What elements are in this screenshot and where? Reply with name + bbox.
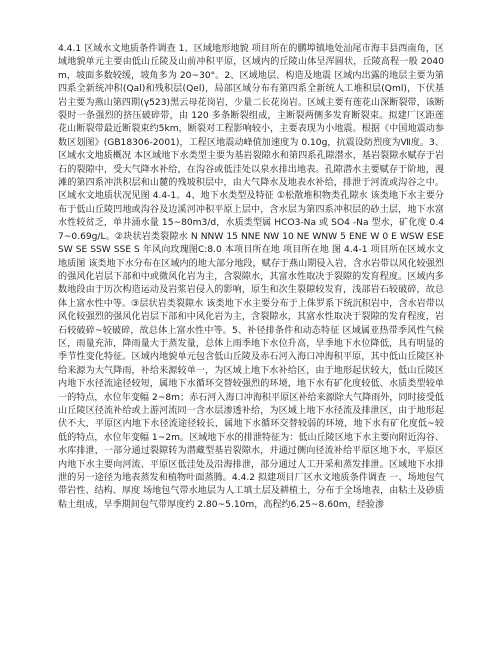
body-text [58,43,444,613]
paragraph: 4.4.1 区域水文地质条件调查 1、区域地形地貌 项目所在的鹏埠镇地处汕尾市海丰县西南角，区域地貌单元主要由低山丘陵及山前冲积平原，区域内的丘陵山体呈浑圆状，丘陵高程一般 2040m，坡面多数较缓，坡角多为 20~30°。2、区域地层、构造及地震 区域内出露的地层主要为第四系全新统冲积(Qal)和残积层(Qel)，局部区域分布有第四系全新统人工堆积层(Qml)，下伏基岩主要为燕山第四期(γ523)黑云母花岗岩，少量二长花岗岩。区域主要有莲花山深断裂带，该断裂时一条强烈的挤压破碎带，由 120 多条断裂组成，主断裂两侧多发育断裂束。拟建厂区距莲花山断裂带最近断裂束约5km，断裂对工程影响较小，主要表现为小地震。根据《中国地震动参数区划图》(GB18306-2001)，工程区地震动峰值加速度为 0.10g，抗震设防烈度为Ⅶ度。3、区域水文地质概况 本区域地下水类型主要为基岩裂隙水和第四系孔隙潜水，基岩裂隙水赋存于岩石的裂隙中，受大气降水补给，在沟谷或低洼处以泉水排出地表。孔隙潜水主要赋存于阶地，漫滩的第四系冲洪积层和山麓的残坡积层中，由大气降水及地表水补给，排泄于河流或沟谷之中。区域水文地质状况见图 4.4-1。4、地下水类型及特征 ①松散堆积物类孔隙水 该类地下水主要分布于低山丘陵凹地或沟谷及边溪河冲积平原上层中，含水层为第四系冲积层的砂土层，地下水富水性较贫乏，单井涌水量 15~80m3/d，水质类型属 HCO3-Na 或 SO4 -Na 型水，矿化度 0.47~0.69g/L。②块状岩类裂隙水 N NNW 15 NNE NW 10 NE WNW 5 ENE W 0 E WSW ESE SW SE SSW SSE S 年风向玫瑰图C:8.0 本项目所在地 项目所在地 图 4.4-1 项目所在区域水文地质图 该类地下水分布在区域内的地大部分地段，赋存于燕山期侵入岩，含水岩带以风化较强烈的强风化岩层下部和中或微风化岩为主，含裂隙水，其富水性取决于裂隙的发育程度。区域内多数地段由于历次构造运动及岩浆岩侵入的影响，原生和次生裂隙较发育，浅部岩石较破碎，故总体上富水性中等。③层状岩类裂隙水 该类地下水主要分布于上侏罗系下统沉积岩中，含水岩带以风化较强烈的强风化岩层下部和中风化岩为主，含裂隙水，其富水性取决于裂隙的发育程度，岩石较破碎~较破碎，故总体上富水性中等。5、补径排条件和动态特征 区域属亚热带季风性气候区，雨量充沛，降雨量大于蒸发量，总体上雨季地下水位升高，旱季地下水位降低，具有明显的季节性变化特征。区域内地貌单元包含低山丘陵及赤石河入海口冲海积平原，其中低山丘陵区补给来源为大气降雨，补给来源较单一，为区域上地下水补给区，由于地形起伏较大，低山丘陵区内地下水径流途径较短，属地下水循环交替较强烈的环境，地下水有矿化度较低、水质类型较单一的特点，水位年变幅 2~8m；赤石河入海口冲海积平原区补给来源除大气降雨外，同时接受低山丘陵区径流补给或上游河流同一含水层渗透补给，为区域上地下水径流及排泄区，由于地形起伏不大，平原区内地下水径流途径较长，属地下水循环交替较弱的环境，地下水有矿化度低~较低的特点，水位年变幅 1~2m。区域地下水的排泄特征为：低山丘陵区地下水主要向附近沟谷、水库排泄，一部分通过裂隙转为潜藏型基岩裂隙水，并通过侧向径流补给平原区地下水，平原区内地下水主要向河流、平原区低洼处及沿海排泄，部分通过人工开采和蒸发排泄。区域地下水排泄的另一途径为地表蒸发和植物叶面蒸腾。4.4.2 拟建项目厂区水文地质条件调查 一、场地包气带岩性、结构、厚度 场地包气带水地层为人工填土层及耕植土，分布于全场地表，由粘土及砂质粘土组成，旱季期间包气带厚度约 2.80~5.10m，高程约6.25~8.60m，经验渗 [58,44,444,510]
